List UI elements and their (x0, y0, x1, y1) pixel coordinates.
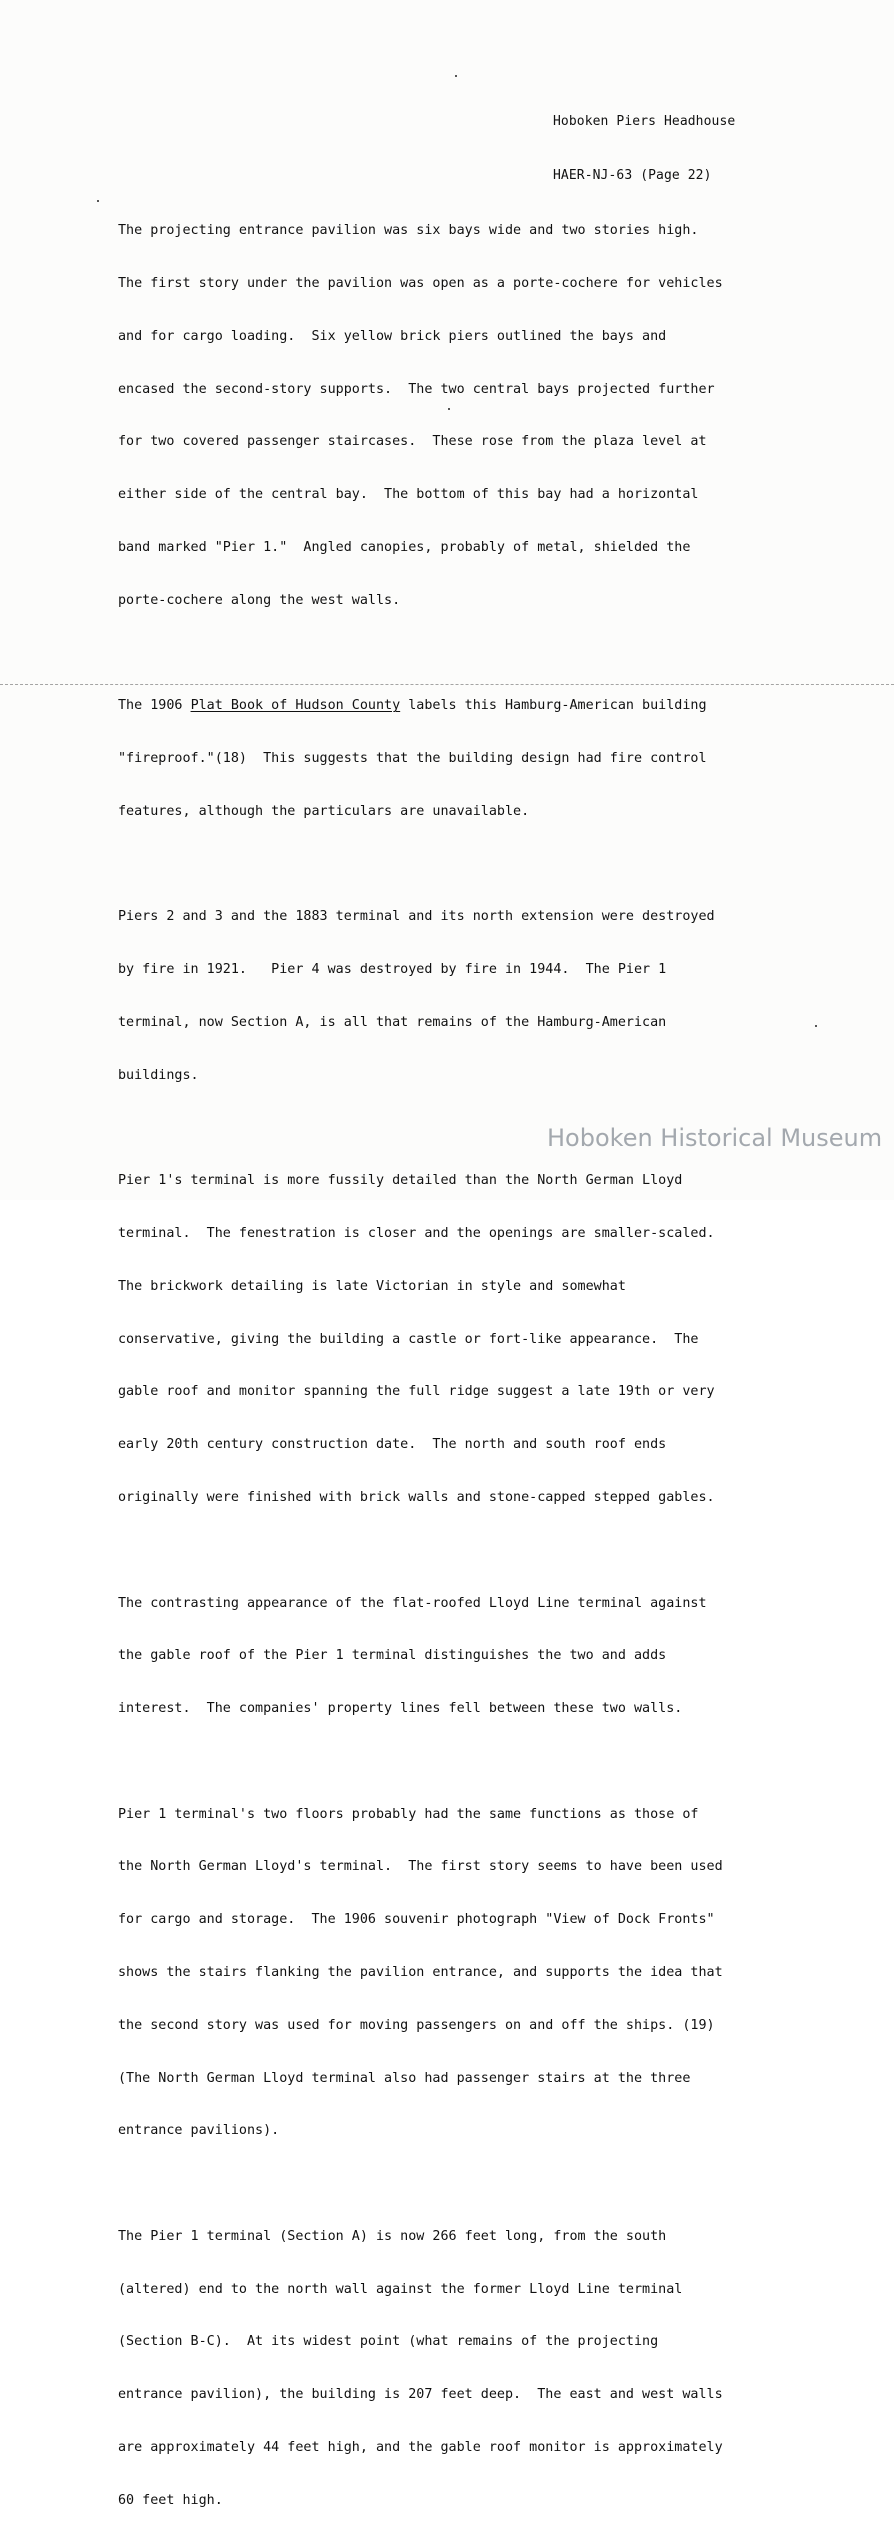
text-line: The first story under the pavilion was open as a porte-cochere for vehicles (118, 275, 723, 291)
paragraph-contrast (118, 1559, 778, 1753)
text-line: either side of the central bay. The bottom of this bay had a horizontal (118, 487, 699, 503)
text-line: originally were finished with brick walls and stone-capped stepped gables. (118, 1489, 715, 1505)
scan-speck (97, 200, 99, 202)
text-line: (The North German Lloyd terminal also had passenger stairs at the three (118, 2070, 691, 2086)
text-line: The projecting entrance pavilion was six bays wide and two stories high. (118, 223, 699, 239)
text-line: terminal, now Section A, is all that remains of the Hamburg-American (118, 1014, 667, 1030)
paragraph-pavilion (118, 187, 778, 644)
text-line: features, although the particulars are unavailable. (118, 803, 530, 819)
document-body (118, 187, 778, 2545)
text-line: are approximately 44 feet high, and the gable roof monitor is approximately (118, 2440, 723, 2455)
text-fragment: labels this Hamburg-American building (400, 698, 707, 714)
text-line: buildings. (118, 1067, 199, 1083)
text-line: entrance pavilions). (118, 2123, 280, 2139)
text-line: porte-cochere along the west walls. (118, 592, 401, 608)
header-title: Hoboken Piers Headhouse (553, 114, 736, 129)
text-line: encased the second-story supports. The two central bays projected further (118, 381, 715, 397)
text-line: by fire in 1921. Pier 4 was destroyed by fire in 1944. The Pier 1 (118, 962, 667, 978)
text-line: for cargo and storage. The 1906 souvenir photograph "View of Dock Fronts" (118, 1912, 715, 1928)
paragraph-fires (118, 873, 778, 1119)
paragraph-functions (118, 1770, 778, 2175)
text-line: The contrasting appearance of the flat-roofed Lloyd Line terminal against (118, 1595, 707, 1611)
text-line: conservative, giving the building a castle or fort-like appearance. The (118, 1331, 699, 1347)
text-line: Pier 1 terminal's two floors probably had the same functions as those of (118, 1806, 699, 1822)
text-line: shows the stairs flanking the pavilion entrance, and supports the idea that (118, 1964, 723, 1980)
text-line: the gable roof of the Pier 1 terminal distinguishes the two and adds (118, 1648, 667, 1664)
text-line: Piers 2 and 3 and the 1883 terminal and its north extension were destroyed (118, 909, 715, 925)
text-line: for two covered passenger staircases. These rose from the plaza level at (118, 434, 707, 450)
scan-speck (455, 75, 457, 77)
text-line: entrance pavilion), the building is 207 feet deep. The east and west walls (118, 2387, 723, 2403)
paragraph-detailing (118, 1137, 778, 1542)
text-line: (Section B-C). At its widest point (what remains of the projecting (118, 2334, 659, 2350)
text-line: terminal. The fenestration is closer and the openings are smaller-scaled. (118, 1226, 715, 1242)
header-reference: HAER-NJ-63 (Page 22) (553, 168, 712, 183)
text-line: band marked "Pier 1." Angled canopies, probably of metal, shielded the (118, 539, 691, 555)
text-line: early 20th century construction date. The north and south roof ends (118, 1437, 667, 1453)
paragraph-plat-book (118, 662, 778, 856)
scan-crease-line (0, 684, 894, 686)
scan-speck (815, 1025, 817, 1027)
text-line: (altered) end to the north wall against the former Lloyd Line terminal (118, 2281, 683, 2297)
text-line: gable roof and monitor spanning the full ridge suggest a late 19th or very (118, 1384, 715, 1400)
text-line: Pier 1's terminal is more fussily detailed than the North German Lloyd (118, 1173, 683, 1189)
scan-speck (448, 408, 450, 410)
text-line: The brickwork detailing is late Victorian in style and somewhat (118, 1278, 626, 1294)
text-line: the North German Lloyd's terminal. The first story seems to have been used (118, 1859, 723, 1875)
text-line: "fireproof."(18) This suggests that the building design had fire control (118, 751, 707, 766)
text-line: the second story was used for moving passengers on and off the ships. (19) (118, 2017, 715, 2033)
museum-watermark: Hoboken Historical Museum (547, 1124, 883, 1152)
text-line: The Pier 1 terminal (Section A) is now 266 feet long, from the south (118, 2228, 667, 2244)
text-line (118, 697, 778, 715)
paragraph-dimensions (118, 2193, 778, 2545)
text-line: 60 feet high. (118, 2492, 223, 2508)
text-line: interest. The companies' property lines fell between these two walls. (118, 1701, 683, 1717)
book-title: Plat Book of Hudson County (190, 698, 401, 714)
text-line: and for cargo loading. Six yellow brick piers outlined the bays and (118, 328, 667, 344)
text-fragment: The 1906 (118, 698, 191, 714)
